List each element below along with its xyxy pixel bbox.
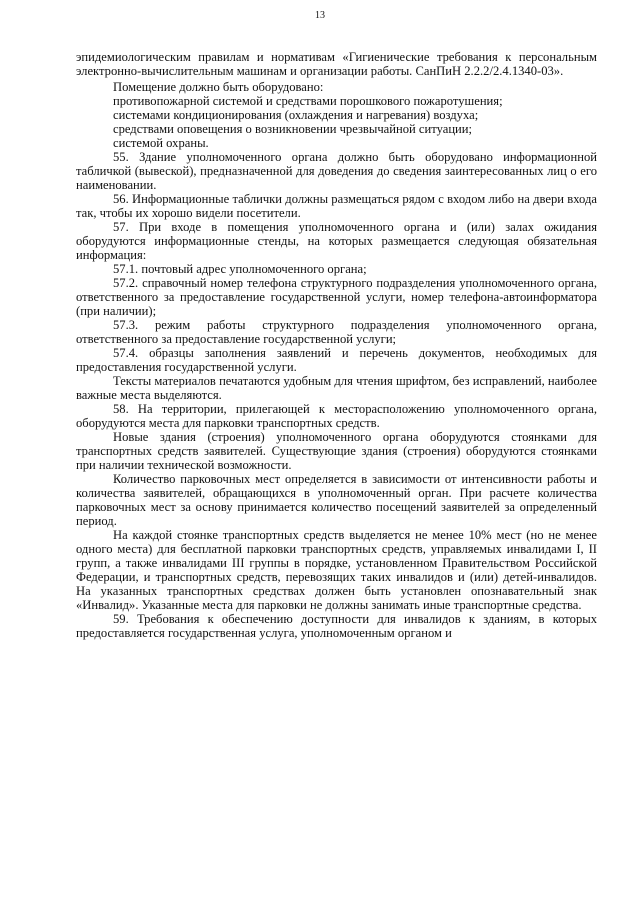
equipment-list [76,94,597,150]
list-item: системой охраны. [113,136,209,150]
paragraph-58: 58. На территории, прилегающей к месторасположению уполномоченного органа, оборудуются места для парковки транспортных средств. [76,402,597,430]
paragraph-57-4: 57.4. образцы заполнения заявлений и перечень документов, необходимых для предоставления государственной услуги. [76,346,597,374]
paragraph-disabled-parking: На каждой стоянке транспортных средств выделяется не менее 10% мест (но не менее одного места) для бесплатной парковки транспортных средств, управляемых инвалидами I, II групп, а также инвалидами III группы в порядке, установленном Правительством Российской Федерации, и транспортных средств, перевозящих таких инвалидов и (или) детей-инвалидов. На указанных транспортных средствах должен быть установлен опознавательный знак «Инвалид». Указанные места для парковки не должны занимать иные транспортные средства. [76,528,597,612]
paragraph-56: 56. Информационные таблички должны размещаться рядом с входом либо на двери входа так, чтобы их хорошо видели посетители. [76,192,597,220]
page-number: 13 [315,10,325,21]
paragraph-57-1: 57.1. почтовый адрес уполномоченного органа; [113,262,367,276]
list-item: противопожарной системой и средствами порошкового пожаротушения; [113,94,503,108]
paragraph-55: 55. Здание уполномоченного органа должно быть оборудовано информационной табличкой (вывеской), предназначенной для доведения до сведения заинтересованных лиц о его наименовании. [76,150,597,192]
list-item: средствами оповещения о возникновении чрезвычайной ситуации; [113,122,473,136]
paragraph-57-3: 57.3. режим работы структурного подразделения уполномоченного органа, ответственного за предоставление государственной услуги; [76,318,597,346]
paragraph-parking-count: Количество парковочных мест определяется в зависимости от интенсивности работы и количества заявителей, обращающихся в уполномоченный орган. При расчете количества парковочных мест за основу принимается количество посещений заявителей за определенный период. [76,472,597,528]
paragraph-sanpin: эпидемиологическим правилам и нормативам «Гигиенические требования к персональным электронно-вычислительным машинам и организации работы. СанПиН 2.2.2/2.4.1340-03». [76,50,597,78]
paragraph-new-buildings: Новые здания (строения) уполномоченного органа оборудуются стоянками для транспортных средств заявителей. Существующие здания (строения) оборудуются стоянками при наличии технической возможности. [76,430,597,472]
paragraph-room-equipment: Помещение должно быть оборудовано: [113,80,324,94]
list-item: системами кондиционирования (охлаждения и нагревания) воздуха; [113,108,479,122]
paragraph-59: 59. Требования к обеспечению доступности для инвалидов к зданиям, в которых предоставляется государственная услуга, уполномоченным органом и [76,612,597,640]
paragraph-57: 57. При входе в помещения уполномоченного органа и (или) залах ожидания оборудуются информационные стенды, на которых размещается следующая обязательная информация: [76,220,597,262]
paragraph-57-2: 57.2. справочный номер телефона структурного подразделения уполномоченного органа, ответственного за предоставление государственной услуги, номер телефона-автоинформатора (при наличии); [76,276,597,318]
paragraph-texts: Тексты материалов печатаются удобным для чтения шрифтом, без исправлений, наиболее важные места выделяются. [76,374,597,402]
document-body [76,50,597,640]
